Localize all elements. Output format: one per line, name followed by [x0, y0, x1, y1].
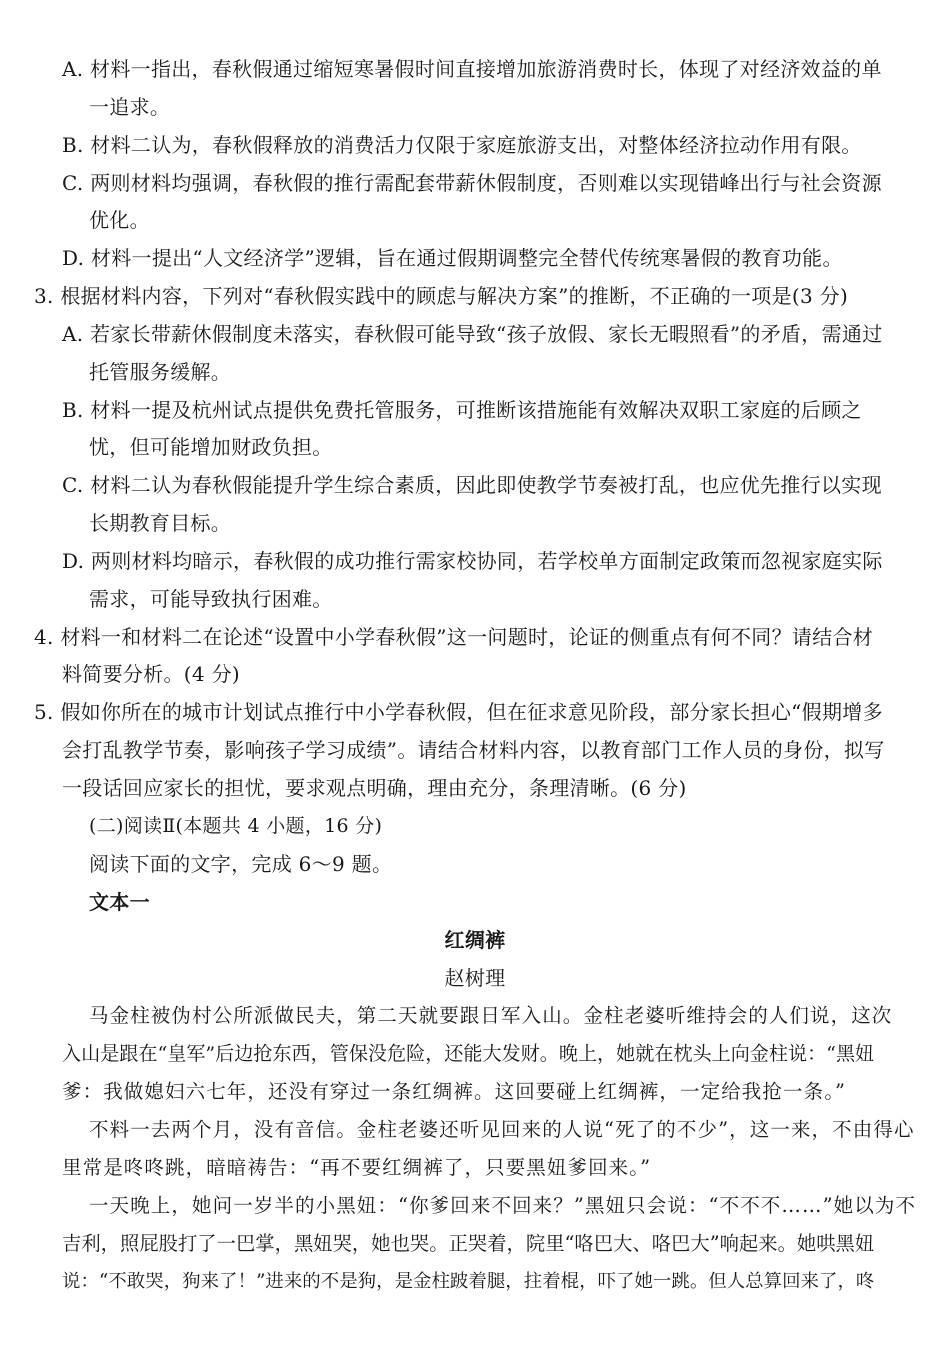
story-paragraph-3-line-1: 一天晚上，她问一岁半的小黑妞：“你爹回来不回来？”黑妞只会说：“不不不……”她以为不	[89, 1194, 917, 1217]
story-paragraph-2-line-1: 不料一去两个月，没有音信。金柱老婆还听见回来的人说“死了的不少”，这一来，不由得心	[89, 1118, 915, 1141]
q3-option-b-line2: 忧，但可能增加财政负担。	[89, 435, 333, 459]
story-paragraph-1-line-1: 马金柱被伪村公所派做民夫，第二天就要跟日军入山。金柱老婆听维持会的人们说，这次	[89, 1004, 893, 1027]
q2-option-a-line1: A. 材料一指出，春秋假通过缩短寒暑假时间直接增加旅游消费时长，体现了对经济效益的单	[62, 57, 882, 81]
section-instruction: 阅读下面的文字，完成 6～9 题。	[89, 852, 393, 876]
section-heading: (二)阅读Ⅱ(本题共 4 小题，16 分)	[89, 815, 383, 837]
q2-option-a-line2: 一追求。	[89, 95, 171, 119]
story-paragraph-3-line-2: 吉利，照屁股打了一巴掌，黑妞哭，她也哭。正哭着，院里“咯巴大、咯巴大”响起来。她哄黑妞	[62, 1232, 875, 1255]
q4-line1: 4. 材料一和材料二在论述“设置中小学春秋假”这一问题时，论证的侧重点有何不同？请结合材	[34, 625, 874, 649]
q3-option-b-line1: B. 材料一提及杭州试点提供免费托管服务，可推断该措施能有效解决双职工家庭的后顾之	[62, 398, 862, 422]
q3-option-d-line1: D. 两则材料均暗示，春秋假的成功推行需家校协同，若学校单方面制定政策而忽视家庭实际	[62, 549, 883, 573]
q3-stem: 3. 根据材料内容，下列对“春秋假实践中的顾虑与解决方案”的推断，不正确的一项是(3 分)	[34, 284, 849, 308]
story-author: 赵树理	[444, 966, 506, 990]
story-title: 红绸裤	[444, 928, 506, 952]
q5-line1: 5. 假如你所在的城市计划试点推行中小学春秋假，但在征求意见阶段，部分家长担心“假期增多	[34, 700, 883, 724]
story-paragraph-1-line-2: 入山是跟在“皇军”后边抢东西，管保没危险，还能大发财。晚上，她就在枕头上向金柱说：“黑妞	[62, 1042, 875, 1065]
q3-option-a-line2: 托管服务缓解。	[89, 360, 232, 384]
q5-line3: 一段话回应家长的担忧，要求观点明确，理由充分，条理清晰。(6 分)	[62, 776, 687, 800]
q5-line2: 会打乱教学节奏，影响孩子学习成绩”。请结合材料内容，以教育部门工作人员的身份，拟写	[62, 738, 885, 762]
q3-option-c-line1: C. 材料二认为春秋假能提升学生综合素质，因此即使教学节奏被打乱，也应优先推行以实现	[62, 473, 882, 497]
story-paragraph-2-line-2: 里常是咚咚跳，暗暗祷告：“再不要红绸裤了，只要黑妞爹回来。”	[62, 1156, 652, 1179]
q4-line2: 料简要分析。(4 分)	[62, 662, 240, 686]
q2-option-c-line1: C. 两则材料均强调，春秋假的推行需配套带薪休假制度，否则难以实现错峰出行与社会资源	[62, 171, 882, 195]
q2-option-c-line2: 优化。	[89, 208, 150, 232]
text-label: 文本一	[89, 890, 150, 914]
q2-option-d-line1: D. 材料一提出“人文经济学”逻辑，旨在通过假期调整完全替代传统寒暑假的教育功能。	[62, 246, 843, 270]
q3-option-c-line2: 长期教育目标。	[89, 511, 232, 535]
story-paragraph-1-line-3: 爹：我做媳妇六七年，还没有穿过一条红绸裤。这回要碰上红绸裤，一定给我抢一条。”	[62, 1080, 847, 1103]
q3-option-d-line2: 需求，可能导致执行困难。	[89, 587, 333, 611]
story-paragraph-3-line-3: 说：“不敢哭，狗来了！”进来的不是狗，是金柱跛着腿，拄着棍，吓了她一跳。但人总算回来了，咚	[62, 1271, 875, 1292]
q2-option-b-line1: B. 材料二认为，春秋假释放的消费活力仅限于家庭旅游支出，对整体经济拉动作用有限。	[62, 133, 862, 157]
q3-option-a-line1: A. 若家长带薪休假制度未落实，春秋假可能导致“孩子放假、家长无暇照看”的矛盾，需通过	[62, 322, 883, 346]
